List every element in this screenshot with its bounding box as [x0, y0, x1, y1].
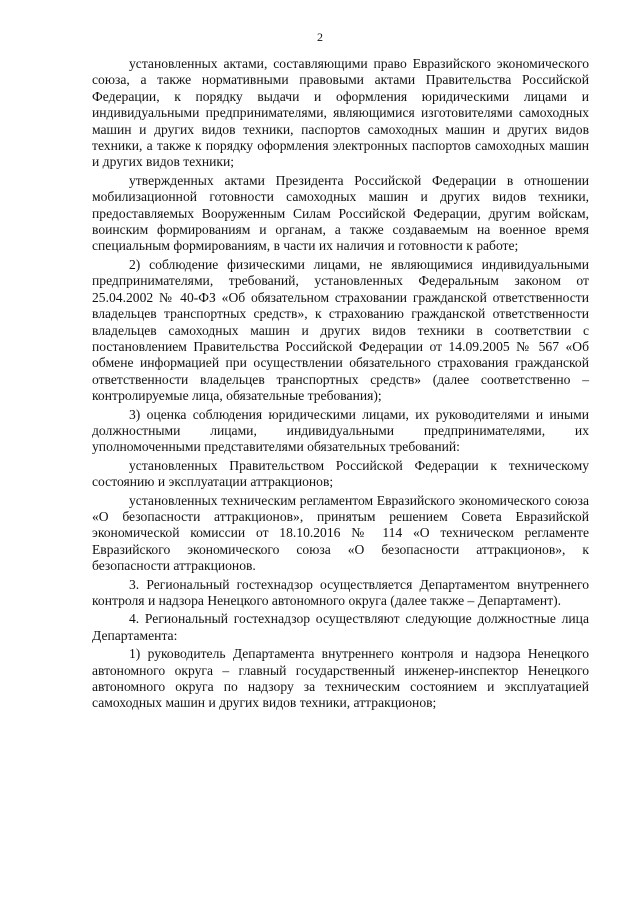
paragraph-mobilization-readiness: утвержденных актами Президента Российской Федерации в отношении мобилизационной готовности самоходных машин и других видов техники, предоставляемых Вооруженным Силам Российской Федерации, другим войскам, воинским формированиям и органам, а также создаваемым на военное время специальным формированиям, в части их наличия и готовности к работе;: [92, 172, 589, 254]
paragraph-insurance-compliance: 2) соблюдение физическими лицами, не являющимися индивидуальными предпринимателями, требований, установленных Федеральным законом от 25.04.2002 № 40-ФЗ «Об обязательном страховании гражданской ответственности владельцев транспортных средств», к страхованию гражданской ответственности владельцев самоходных машин и других видов техники в соответствии с постановлением Правительства Российской Федерации от 14.09.2005 № 567 «Об обмене информацией при осуществлении обязательного страхования гражданской ответственности владельцев транспортных средств» (далее соответственно – контролируемые лица, обязательные требования);: [92, 256, 589, 404]
paragraph-eaeu-passports: установленных актами, составляющими право Евразийского экономического союза, а также нормативными правовыми актами Правительства Российской Федерации, к порядку выдачи и оформления юридическими лицами и индивидуальными предпринимателями, являющимися изготовителями самоходных машин и других видов техники, паспортов самоходных машин и других видов техники, а также к порядку оформления электронных паспортов самоходных машин и других видов техники;: [92, 56, 589, 170]
paragraph-technical-regulation: установленных техническим регламентом Евразийского экономического союза «О безопасности аттракционов», принятым решением Совета Евразийской экономической комиссии от 18.10.2016 № 114 «О техническом регламенте Евразийского экономического союза «О безопасности аттракционов», к безопасности аттракционов.: [92, 492, 589, 574]
document-body: [92, 56, 589, 714]
page-number: 2: [317, 30, 323, 44]
paragraph-officials-list: 4. Региональный гостехнадзор осуществляют следующие должностные лица Департамента:: [92, 611, 589, 643]
paragraph-attractions-assessment: 3) оценка соблюдения юридическими лицами, их руководителями и иными должностными лицами, индивидуальными предпринимателями, их уполномоченными представителями обязательных требований:: [92, 406, 589, 455]
paragraph-department-head: 1) руководитель Департамента внутреннего контроля и надзора Ненецкого автономного округа – главный государственный инженер-инспектор Ненецкого автономного округа по надзору за техническим состоянием и эксплуатацией самоходных машин и других видов техники, аттракционов;: [92, 646, 589, 711]
paragraph-department-oversight: 3. Региональный гостехнадзор осуществляется Департаментом внутреннего контроля и надзора Ненецкого автономного округа (далее также – Департамент).: [92, 576, 589, 608]
paragraph-government-requirements: установленных Правительством Российской Федерации к техническому состоянию и эксплуатации аттракционов;: [92, 457, 589, 490]
